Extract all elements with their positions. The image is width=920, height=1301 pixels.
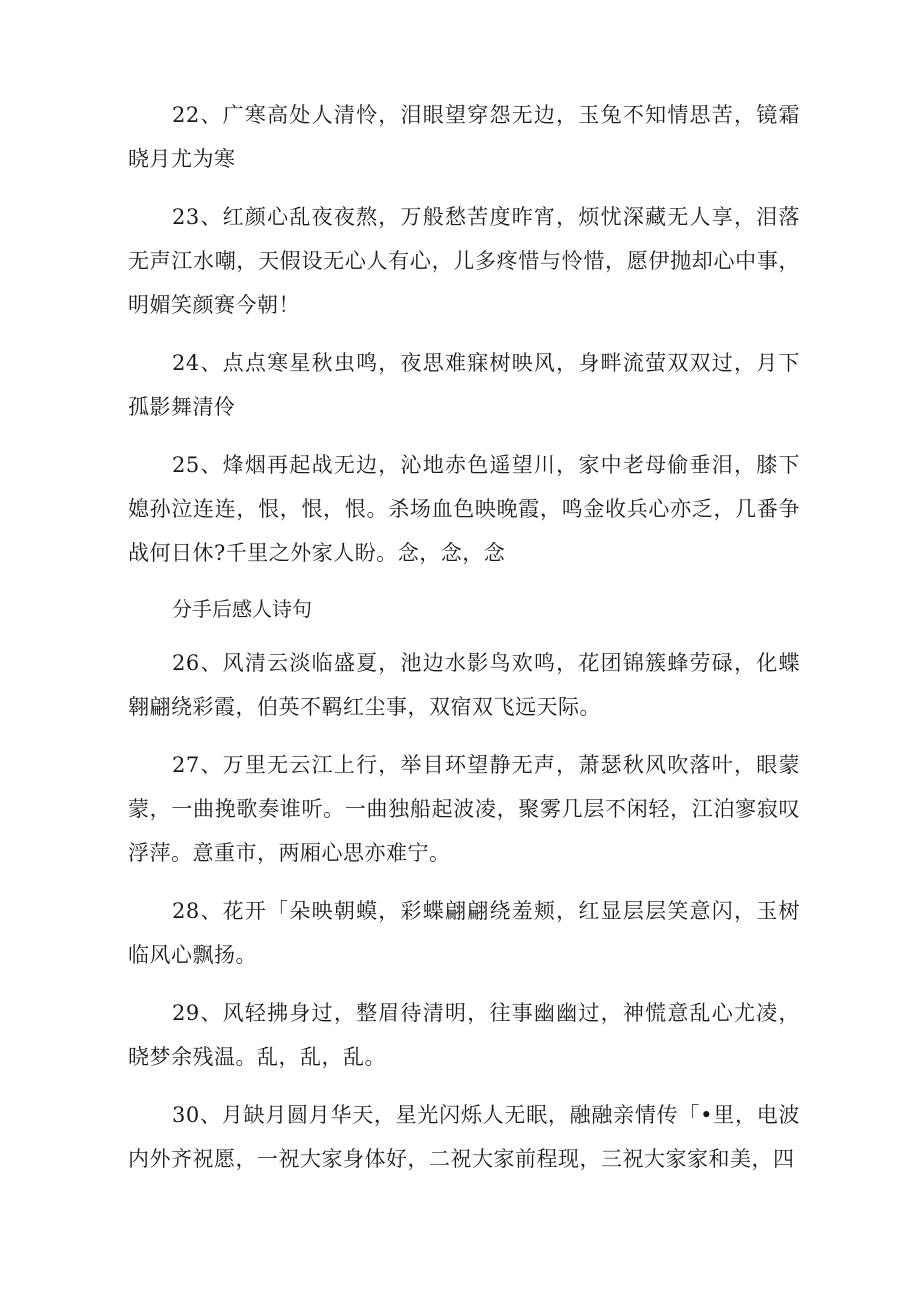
- document-body: [128, 93, 800, 1195]
- poem-paragraph-28: 28、花开「朵映朝蟆，彩蝶翩翩绕羞颊，红显层层笑意闪，玉树临风心飘扬。: [128, 899, 800, 967]
- poem-paragraph-26: 26、风清云淡临盛夏，池边水影鸟欢鸣，花团锦簇蜂劳碌，化蝶翱翩绕彩霞，伯英不羁红尘事，双宿双飞远天际。: [128, 651, 800, 719]
- poem-paragraph-23: 23、红颜心乱夜夜熬，万般愁苦度昨宵，烦忧深藏无人享，泪落无声江水嘲，天假设无心人有心，儿多疼惜与怜惜，愿伊抛却心中事，明媚笑颜赛今朝！: [128, 205, 800, 317]
- poem-paragraph-24: 24、点点寒星秋虫鸣，夜思难寐树映风，身畔流萤双双过，月下孤影舞清伶: [128, 351, 800, 419]
- poem-paragraph-25: 25、烽烟再起战无边，沁地赤色遥望川，家中老母偷垂泪，膝下媳孙泣连连，恨，恨，恨。杀场血色映晚霞，鸣金收兵心亦乏，几番争战何日休?千里之外家人盼。念，念，念: [128, 453, 800, 565]
- poem-paragraph-22: 22、广寒高处人清怜，泪眼望穿怨无边，玉兔不知情思苦，镜霜晓月尤为寒: [128, 103, 800, 171]
- section-heading: 分手后感人诗句: [172, 597, 312, 621]
- poem-paragraph-29: 29、风轻拂身过，整眉待清明，往事幽幽过，神慌意乱心尤凌，晓梦余残温。乱，乱，乱。: [128, 1001, 800, 1069]
- poem-paragraph-27: 27、万里无云江上行，举目环望静无声，萧瑟秋风吹落叶，眼蒙蒙，一曲挽歌奏谁听。一曲独船起波凌，聚雾几层不闲轻，江泊寥寂叹浮萍。意重市，两厢心思亦难宁。: [128, 753, 800, 865]
- poem-paragraph-30: 30、月缺月圆月华天，星光闪烁人无眠，融融亲情传「•里，电波内外齐祝愿，一祝大家身体好，二祝大家前程现，三祝大家家和美，四: [128, 1103, 800, 1171]
